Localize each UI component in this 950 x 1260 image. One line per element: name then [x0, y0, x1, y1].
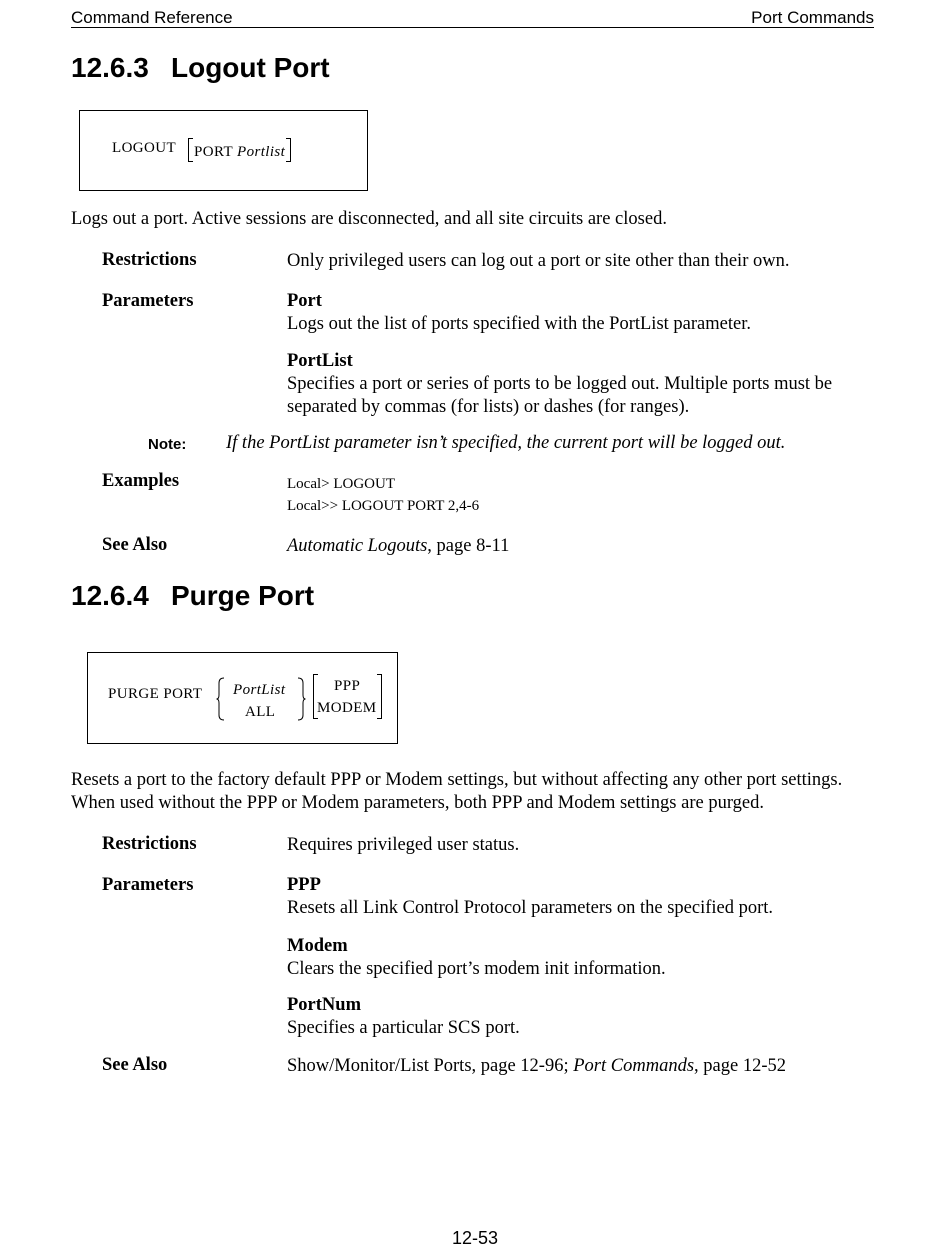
restrictions-label: Restrictions: [102, 834, 197, 854]
param-desc: Clears the specified port’s modem init information.: [287, 959, 666, 979]
param-block-port: [287, 290, 751, 336]
see-also-link[interactable]: Show/Monitor/List Ports, page 12-96;: [287, 1056, 574, 1076]
section-heading: Logout Port: [171, 52, 330, 83]
syntax-box-purge: [87, 652, 398, 744]
left-bracket: [188, 138, 193, 162]
see-also-text: [287, 535, 509, 558]
restrictions-text: Requires privileged user status.: [287, 835, 520, 855]
header-rule: [71, 27, 874, 28]
syntax-opt-param: Portlist: [237, 144, 286, 160]
running-header-left: Command Reference: [71, 8, 233, 27]
section-heading: Purge Port: [171, 580, 315, 611]
syntax-opt-keyword: PORT: [194, 144, 234, 160]
syntax-command: PURGE PORT: [108, 686, 203, 702]
see-also-label: See Also: [102, 535, 168, 555]
description-line: When used without the PPP or Modem parameters, both PPP and Modem settings are purged.: [71, 793, 764, 813]
syntax-optional-group: [188, 138, 292, 162]
see-also-link[interactable]: Port Commands: [573, 1056, 695, 1076]
param-desc: Resets all Link Control Protocol parameters on the specified port.: [287, 898, 774, 918]
param-name: PortNum: [287, 995, 361, 1015]
description-line: Resets a port to the factory default PPP or Modem settings, but without affecting any other port settings.: [71, 770, 843, 790]
note-text: If the PortList parameter isn’t specified, the current port will be logged out.: [226, 433, 786, 453]
parameters-label: Parameters: [102, 875, 194, 895]
param-name: Port: [287, 291, 322, 311]
syntax-option: PPP: [334, 678, 361, 694]
syntax-box-logout: [79, 110, 368, 191]
purge-description: [71, 769, 842, 815]
right-bracket: [286, 138, 291, 162]
param-desc: Logs out the list of ports specified with the PortList parameter.: [287, 314, 751, 334]
right-bracket: [377, 674, 382, 719]
param-block-portnum: [287, 994, 520, 1040]
right-brace: [296, 677, 306, 721]
syntax-choice: PortList: [233, 682, 286, 698]
logout-description: Logs out a port. Active sessions are disconnected, and all site circuits are closed.: [71, 209, 667, 229]
examples-label: Examples: [102, 471, 180, 491]
param-block-modem: [287, 935, 666, 981]
section-title-logout: [71, 52, 330, 84]
section-title-purge: [71, 580, 314, 612]
param-desc-line: separated by commas (for lists) or dashes (for ranges).: [287, 397, 690, 417]
param-desc: Specifies a particular SCS port.: [287, 1018, 520, 1038]
page-number: 12-53: [451, 1228, 499, 1248]
syntax-choice: ALL: [245, 704, 276, 720]
section-number: 12.6.3: [71, 52, 149, 83]
param-name: Modem: [287, 936, 348, 956]
restrictions-text: Only privileged users can log out a port or site other than their own.: [287, 251, 790, 271]
syntax-command: LOGOUT: [112, 140, 177, 156]
param-desc-line: Specifies a port or series of ports to be logged out. Multiple ports must be: [287, 374, 833, 394]
syntax-option: MODEM: [317, 700, 377, 716]
section-number: 12.6.4: [71, 580, 149, 611]
example-line: Local> LOGOUT: [287, 476, 396, 492]
left-brace: [216, 677, 226, 721]
restrictions-label: Restrictions: [102, 250, 197, 270]
see-also-text: [287, 1055, 786, 1078]
parameters-label: Parameters: [102, 291, 194, 311]
note-label: Note:: [148, 436, 187, 453]
running-header-right: Port Commands: [751, 8, 874, 27]
see-also-page: , page 8-11: [427, 536, 510, 556]
see-also-page: , page 12-52: [694, 1056, 786, 1076]
example-line: Local>> LOGOUT PORT 2,4-6: [287, 498, 480, 514]
see-also-link[interactable]: Automatic Logouts: [287, 536, 428, 556]
see-also-label: See Also: [102, 1055, 168, 1075]
param-block-portlist: [287, 350, 832, 419]
param-block-ppp: [287, 874, 773, 920]
param-name: PPP: [287, 875, 321, 895]
param-name: PortList: [287, 351, 353, 371]
